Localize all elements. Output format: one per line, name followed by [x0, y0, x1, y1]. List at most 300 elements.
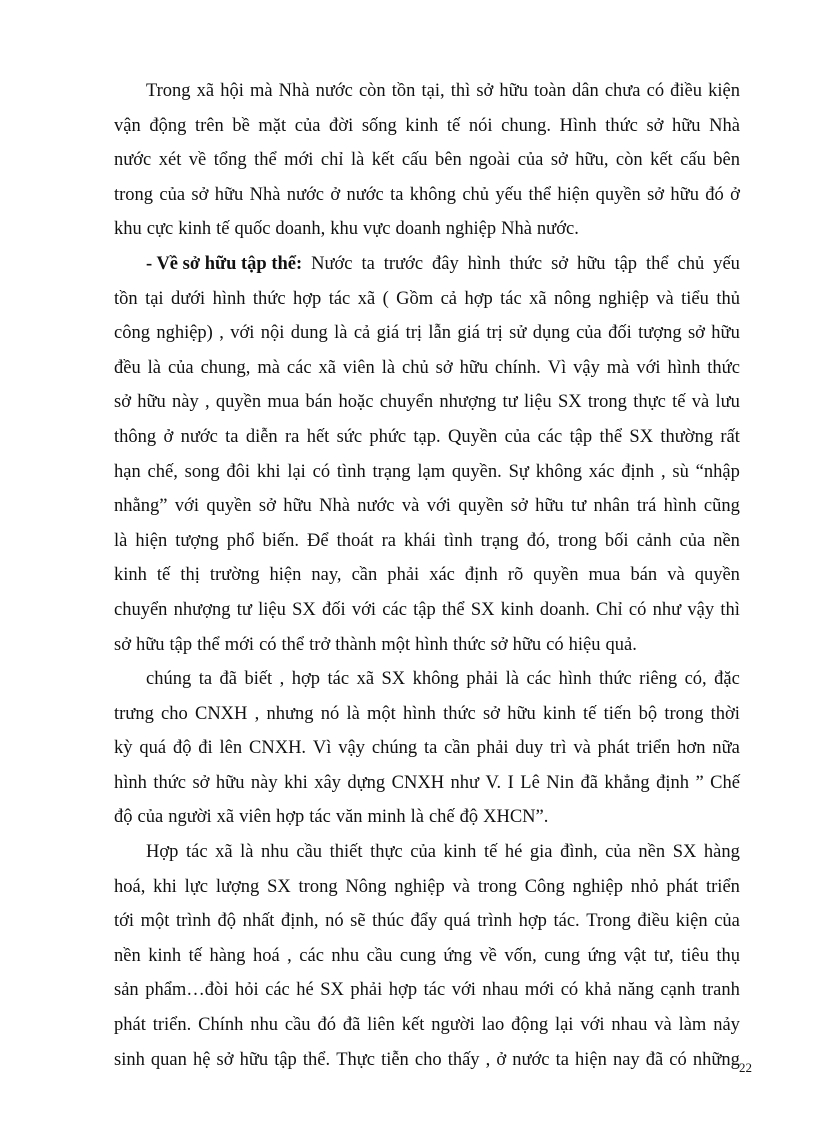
paragraph-4 [114, 835, 740, 1077]
word: lưu [715, 392, 740, 413]
word: nhưng [266, 703, 314, 724]
word: công [114, 323, 150, 344]
word: dụng [532, 323, 570, 344]
word: đó [705, 184, 724, 205]
word: trên [194, 115, 224, 136]
word: đã [342, 1015, 361, 1036]
text-line [114, 593, 740, 628]
word: thời [710, 703, 740, 724]
word: chuyển [114, 599, 168, 620]
word: lại [287, 461, 306, 482]
word: thấy [447, 1049, 480, 1070]
word: vật [623, 945, 647, 966]
word: thì [450, 81, 471, 101]
word: thức [443, 703, 476, 724]
word: không [412, 669, 459, 690]
word: triển [636, 738, 671, 759]
word: và [667, 565, 685, 586]
word: hiện [575, 1049, 607, 1070]
word: ta [225, 426, 239, 447]
word: hiệu [568, 634, 601, 655]
word: với [636, 357, 661, 378]
word: xã [216, 807, 235, 828]
word: của [605, 842, 631, 863]
word: nước [180, 426, 218, 447]
word: hội [220, 81, 244, 101]
word: ta [361, 253, 375, 274]
word: quyền [694, 565, 740, 586]
word: và [573, 738, 591, 759]
word: định, [280, 911, 319, 932]
text-line [114, 800, 740, 835]
word: đó, [526, 530, 550, 551]
word: nước. [536, 219, 579, 240]
word: tác. [553, 911, 580, 932]
word: quả. [605, 634, 637, 655]
word: hữu [512, 634, 542, 655]
word: trình [175, 911, 211, 932]
word: xã [529, 288, 547, 309]
word: cung [399, 945, 436, 966]
word: cần [351, 565, 378, 586]
word: thủ [716, 288, 740, 309]
word: tác [185, 842, 208, 863]
word: Nhà [709, 115, 740, 136]
word: Nông [345, 876, 387, 897]
word: kinh [443, 842, 477, 863]
word: kinh [148, 945, 182, 966]
word: sinh [114, 1049, 145, 1070]
word: tế [583, 703, 597, 724]
word: hiện [135, 530, 168, 551]
word: hữu [135, 634, 165, 655]
word: quyền [458, 496, 504, 517]
word: của [714, 911, 740, 932]
word: đây [432, 253, 459, 274]
word: xã [196, 81, 215, 101]
word: cấu [401, 150, 428, 171]
word: SX [292, 599, 316, 620]
word: sức [336, 426, 363, 447]
word: tồn [114, 288, 138, 309]
word: chính. [495, 357, 541, 378]
word: viên [342, 357, 375, 378]
word: hữu [239, 1049, 269, 1070]
word: ở [730, 184, 740, 205]
word: có [560, 980, 579, 1001]
word: phẩm…đòi [145, 980, 229, 1001]
word: rất [720, 426, 740, 447]
word: sở [482, 703, 500, 724]
word: mặt [258, 115, 287, 136]
word: chế, [147, 461, 178, 482]
word: doanh [395, 219, 441, 240]
word: trì [550, 738, 567, 759]
word: của [504, 426, 531, 447]
word: sở [258, 496, 276, 517]
word: tập [413, 599, 436, 620]
word: tế [446, 115, 461, 136]
word: Lê [520, 772, 540, 793]
word: nữa [712, 738, 740, 759]
word: quyền [595, 184, 641, 205]
word: đã [219, 669, 237, 690]
word: người [168, 807, 212, 828]
word: đi [198, 738, 213, 759]
word: tranh [701, 980, 740, 1001]
word: kinh [405, 115, 439, 136]
word: thể [646, 253, 669, 274]
word: đó [317, 1015, 336, 1036]
word: liệu [258, 599, 286, 620]
word: sống [361, 115, 397, 136]
text-line [114, 835, 740, 870]
word: Thực [336, 1049, 375, 1070]
word: ở [496, 1049, 507, 1070]
word: quyền [206, 496, 252, 517]
text-line [114, 939, 740, 974]
word: tế [188, 945, 202, 966]
word: đặc [714, 669, 740, 690]
word: trở [309, 634, 331, 655]
word: kết [650, 150, 673, 171]
word: lại [554, 1015, 574, 1036]
word: hữu, [575, 150, 609, 171]
word: còn [358, 81, 386, 101]
word: sở [114, 392, 131, 413]
word: Hợp [146, 842, 179, 863]
word: hình [558, 669, 592, 690]
word: và [691, 392, 710, 413]
word: thể. [302, 1049, 331, 1070]
word: trước [383, 253, 424, 274]
word: cung [544, 945, 581, 966]
word: là [334, 323, 348, 344]
word: thực [370, 842, 403, 863]
word: vốn, [504, 945, 537, 966]
word: quyền [533, 565, 579, 586]
word: SX [320, 980, 344, 1001]
word: xét [158, 150, 182, 171]
word: tư [236, 599, 252, 620]
word: thoát [336, 530, 374, 551]
word: đều [114, 357, 141, 378]
text-line [114, 1043, 740, 1078]
word: , [485, 1049, 491, 1070]
word: Nhà [249, 184, 281, 205]
word: lên [219, 738, 243, 759]
paragraph-1 [114, 74, 740, 247]
word: với [174, 496, 199, 517]
word: quốc [234, 219, 271, 240]
word: thể [281, 634, 305, 655]
word: khi [153, 876, 177, 897]
word: sở [687, 323, 705, 344]
word: bên [713, 150, 740, 171]
word: hàng [703, 842, 740, 863]
word: khẳng [604, 772, 650, 793]
word: động [149, 115, 187, 136]
word: của [159, 184, 186, 205]
word: nay, [311, 565, 342, 586]
word: quá [443, 911, 471, 932]
word: nước [114, 150, 152, 171]
word: Chính [198, 1015, 244, 1036]
word: SX [672, 842, 697, 863]
text-line [114, 904, 740, 939]
word: sở [647, 184, 665, 205]
text-line [114, 316, 740, 351]
word: cần [444, 738, 470, 759]
text-line [114, 74, 740, 109]
word: cầu [366, 945, 393, 966]
word: vận [114, 115, 141, 136]
word: hợp [275, 807, 305, 828]
word: chế [428, 807, 455, 828]
word: sở [216, 1049, 234, 1070]
word: tế [483, 842, 498, 863]
word: sở [550, 150, 568, 171]
text-line [114, 731, 740, 766]
word: cả [440, 288, 458, 309]
word: hữu [283, 496, 312, 517]
word: nhu [250, 1015, 278, 1036]
word: của [679, 530, 706, 551]
word: phải [466, 669, 499, 690]
word: hữu [215, 772, 245, 793]
text-line [114, 524, 740, 559]
word: chủ [677, 253, 705, 274]
word: là [410, 807, 424, 828]
word: Trong [586, 911, 631, 932]
word: Để [306, 530, 329, 551]
word: độ [114, 807, 133, 828]
word: Nhà [278, 81, 310, 101]
word: yếu [495, 184, 523, 205]
word: SX [557, 392, 582, 413]
word: hợp [292, 288, 322, 309]
word: tạp. [413, 426, 441, 447]
word: tư, [653, 945, 674, 966]
word: hữu [576, 253, 606, 274]
word: thụ [716, 945, 740, 966]
word: đã [645, 1049, 664, 1070]
word: chung. [501, 115, 551, 136]
word: là [350, 150, 365, 171]
word: độ [217, 911, 236, 932]
word: độ [459, 807, 479, 828]
word: kinh [178, 219, 212, 240]
word: xây [314, 772, 341, 793]
word: có [669, 1049, 687, 1070]
word: lực [184, 876, 208, 897]
word: lẫn [428, 323, 451, 344]
word: nước [357, 496, 395, 517]
word: và [656, 288, 674, 309]
word: kiện [708, 81, 740, 101]
word: phải [350, 980, 383, 1001]
word: có [312, 461, 331, 482]
word: triển [706, 876, 740, 897]
word: thức [453, 634, 486, 655]
word: Nhà [501, 219, 532, 240]
word: Nin [546, 772, 574, 793]
word: phổ [226, 530, 255, 551]
word: lao [481, 1015, 505, 1036]
word: hỏi [234, 980, 259, 1001]
word: của [294, 115, 321, 136]
word: quyền [215, 392, 262, 413]
word: khi [256, 461, 281, 482]
word: có [646, 81, 665, 101]
word: xã [215, 842, 233, 863]
word: đôi [226, 461, 251, 482]
word: hé [296, 980, 314, 1001]
word: tổng [213, 150, 247, 171]
word: nhau [482, 980, 519, 1001]
word: các [299, 945, 324, 966]
word: vậy [573, 357, 600, 378]
word: , [254, 703, 260, 724]
word: Chỉ [595, 599, 623, 620]
word: hiện [269, 565, 302, 586]
word: V. [485, 772, 502, 793]
word: nhỏ [630, 876, 659, 897]
word: nhất [242, 911, 275, 932]
word: này [250, 772, 278, 793]
word: đối [322, 599, 346, 620]
word: về [479, 945, 497, 966]
word: của [517, 150, 544, 171]
word: và [452, 876, 470, 897]
word: chúng [371, 738, 418, 759]
word: này [172, 392, 199, 413]
word: hoá, [114, 876, 146, 897]
word: thường [660, 426, 714, 447]
word: hợp [464, 288, 493, 309]
word: hiện [557, 184, 590, 205]
word: ra [381, 530, 396, 551]
word: ta [390, 184, 404, 205]
word: nông [554, 288, 592, 309]
text-line [114, 628, 740, 663]
word: giá [457, 323, 480, 344]
word: khái [403, 530, 436, 551]
word: sù [672, 461, 689, 482]
word: ở [163, 426, 174, 447]
word: có [546, 634, 564, 655]
word: Vì [312, 738, 332, 759]
word: bên [434, 150, 462, 171]
word: hữu [499, 81, 528, 101]
word: nhu [331, 945, 360, 966]
word: hình [467, 253, 501, 274]
word: nó [325, 911, 344, 932]
word: đình, [560, 842, 598, 863]
word: sở [476, 81, 494, 101]
word: tại, [421, 81, 445, 101]
word: sở [191, 184, 209, 205]
word: tồn [391, 81, 416, 101]
word: doanh. [539, 599, 590, 620]
word: thể [254, 150, 277, 171]
word: nước [346, 184, 384, 205]
word: sở [435, 357, 453, 378]
word: CNXH. [249, 738, 307, 759]
word: Trong [146, 81, 191, 101]
word: nó [320, 703, 340, 724]
word: rõ [507, 565, 524, 586]
word: hệ [192, 1049, 211, 1070]
word: thị [180, 565, 200, 586]
word: toàn [534, 81, 566, 101]
word: các [286, 357, 312, 378]
word: không [535, 461, 582, 482]
word: chúng [146, 669, 192, 690]
word: làm [678, 1015, 707, 1036]
word: định [464, 565, 498, 586]
word: XHCN”. [483, 807, 549, 828]
word: tác [500, 288, 522, 309]
word: sở [646, 115, 664, 136]
word: Chế [710, 772, 740, 793]
word: định [656, 772, 689, 793]
word: cầu [284, 1015, 311, 1036]
text-line [114, 351, 740, 386]
word: khả [584, 980, 612, 1001]
word: có, [684, 669, 707, 690]
word: tiễn [381, 1049, 409, 1070]
word: thức [598, 669, 632, 690]
word: là [114, 530, 128, 551]
paragraph-3 [114, 662, 740, 835]
word: bề [232, 115, 250, 136]
word: Hình [559, 115, 597, 136]
word: thể [528, 184, 552, 205]
word: cảnh [636, 530, 672, 551]
word: đời [329, 115, 354, 136]
word: tư [502, 392, 518, 413]
word: riêng [639, 669, 678, 690]
word: thể [599, 426, 623, 447]
word: kỳ [114, 738, 133, 759]
word: nhượng [173, 599, 231, 620]
word: tập [169, 634, 193, 655]
word: sản [114, 980, 139, 1001]
word: nghiệp) [156, 323, 213, 344]
word: phải [476, 738, 509, 759]
word: nhu [261, 842, 289, 863]
word: trưng [114, 703, 154, 724]
text-line [114, 420, 740, 455]
word: trong [114, 184, 154, 205]
word: sở [551, 253, 569, 274]
word: đối [608, 323, 632, 344]
word: vực [363, 219, 391, 240]
word: cực [146, 219, 174, 240]
word: các [265, 980, 290, 1001]
word: mới [284, 150, 314, 171]
word: tế [156, 565, 171, 586]
word: nước [315, 81, 353, 101]
word: điều [670, 81, 703, 101]
word: hình [114, 772, 147, 793]
word: nghiệp [394, 876, 445, 897]
word: là [240, 842, 254, 863]
word: tác [423, 980, 446, 1001]
word: mua [588, 565, 621, 586]
word: dân [572, 81, 599, 101]
